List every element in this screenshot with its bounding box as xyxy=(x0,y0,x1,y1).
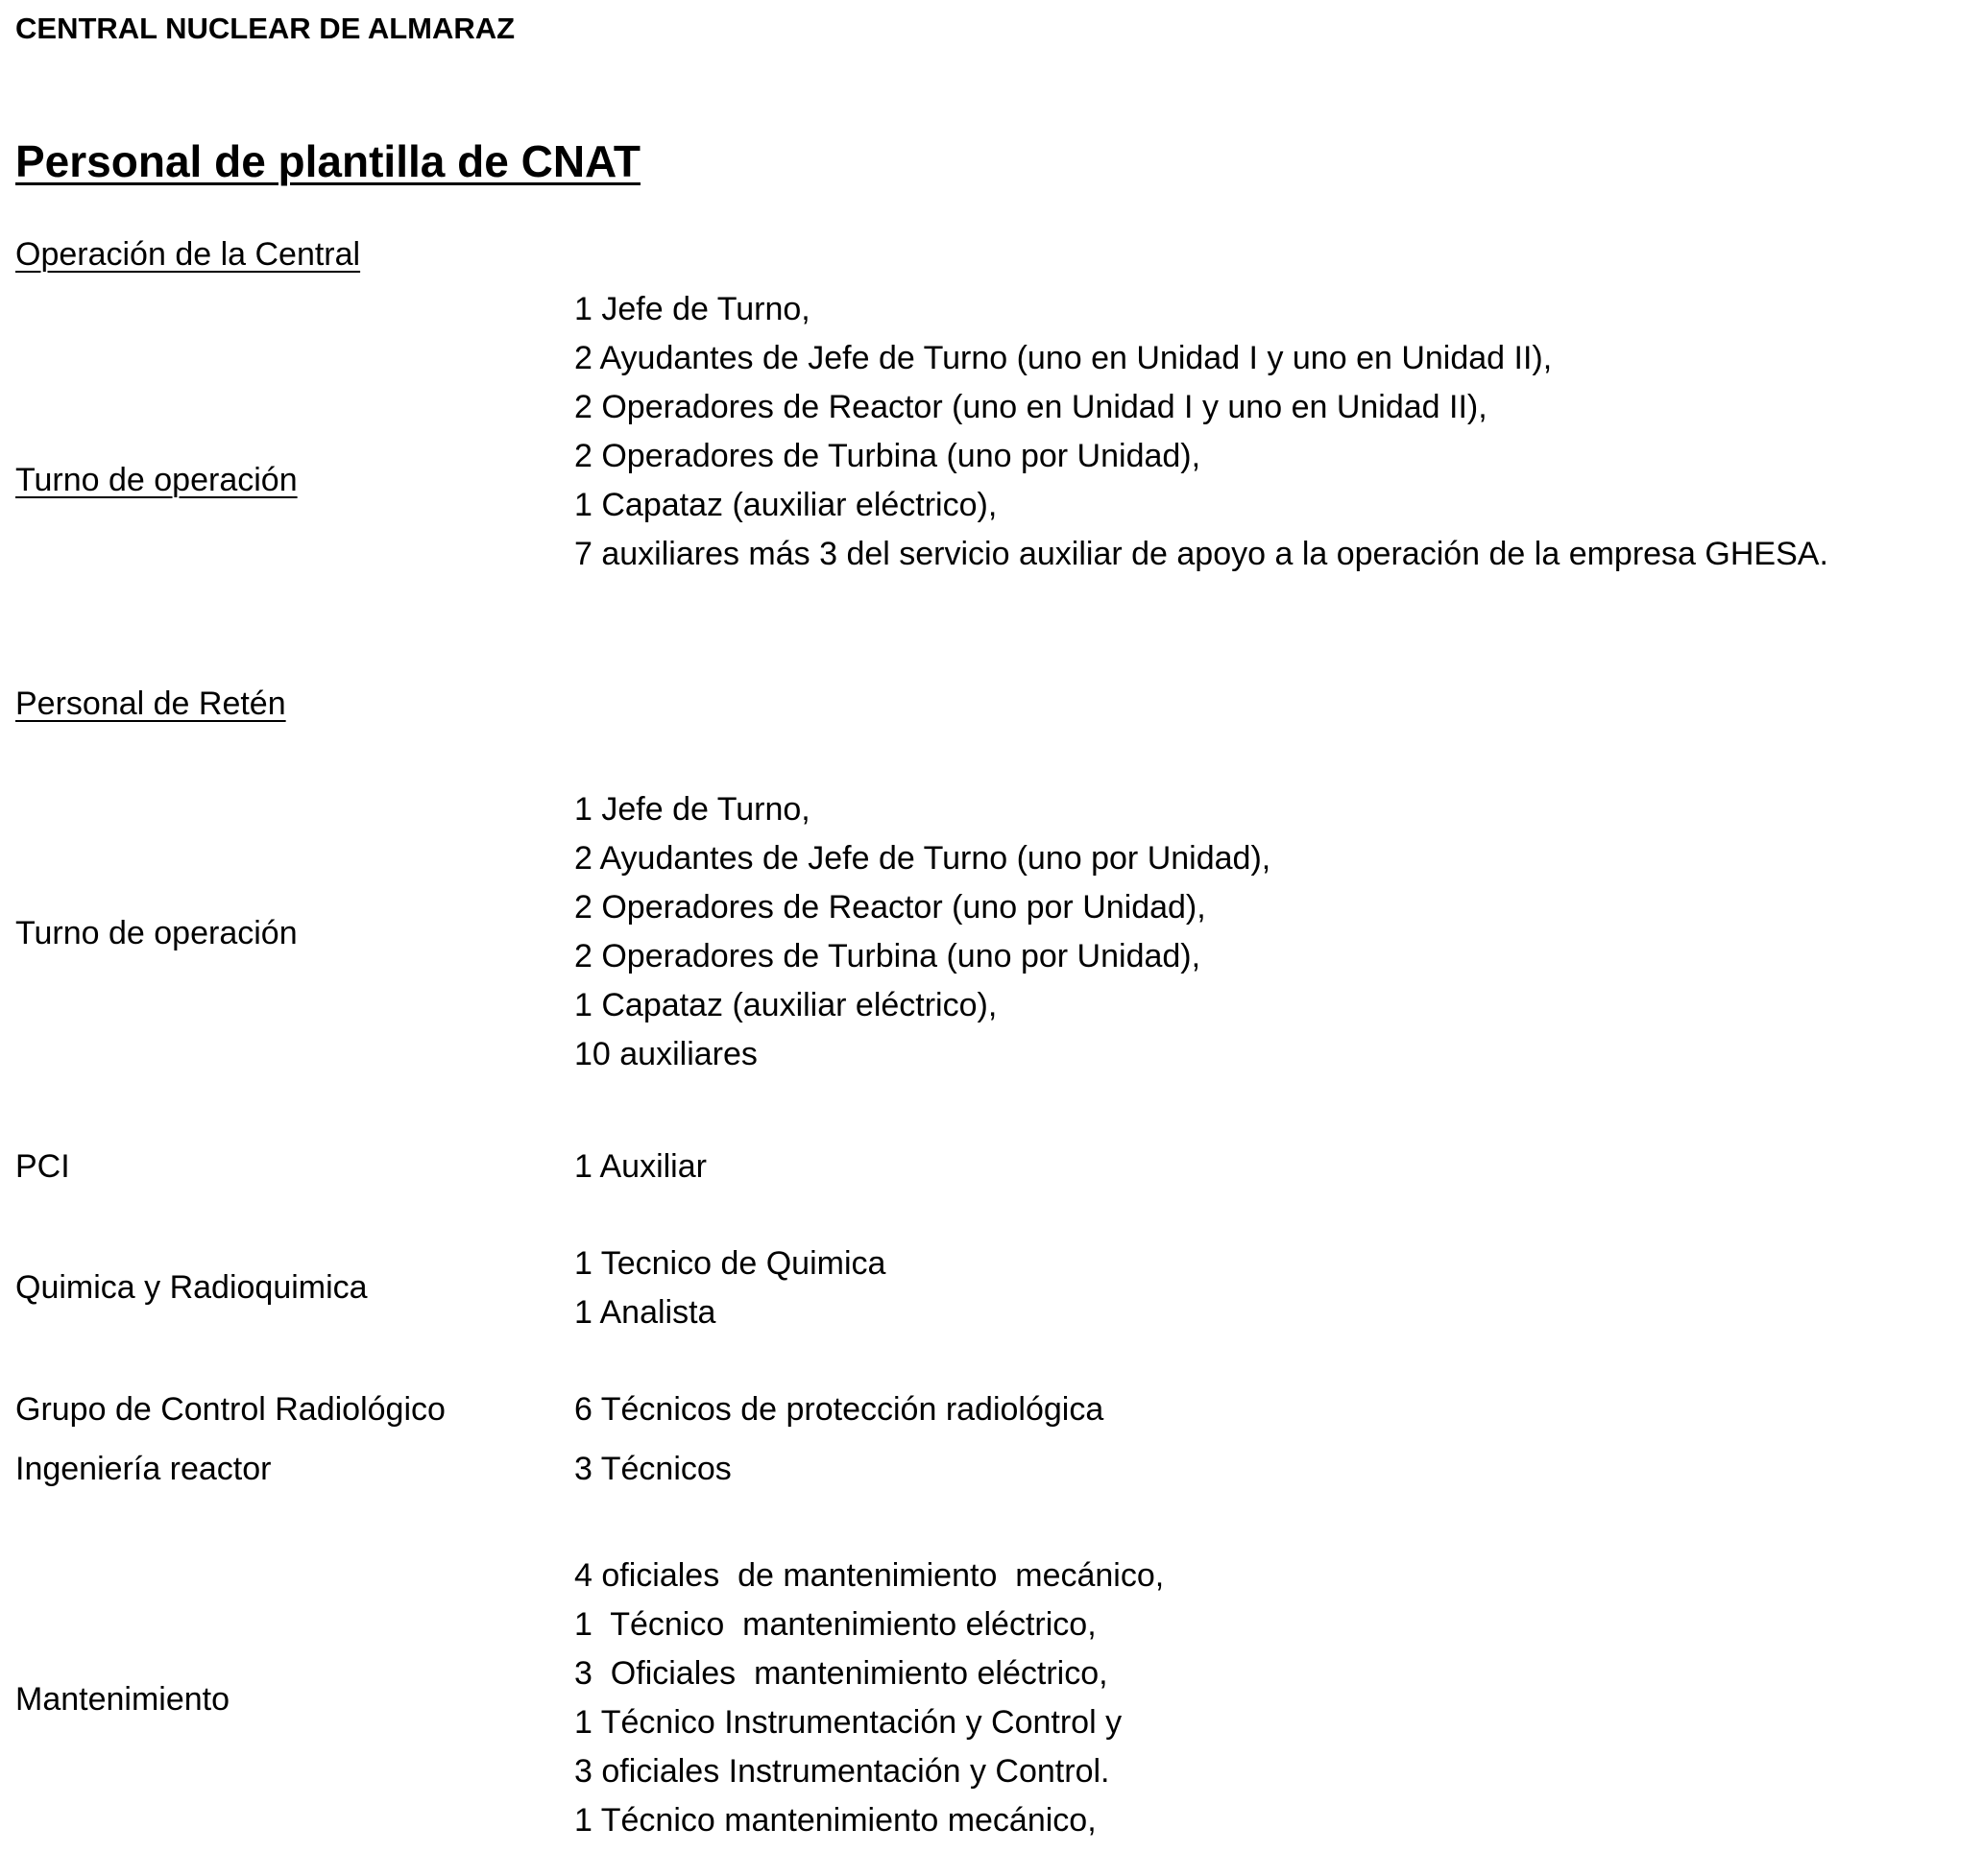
list-item: 10 auxiliares xyxy=(574,1036,758,1072)
document-title: CENTRAL NUCLEAR DE ALMARAZ xyxy=(15,12,516,45)
list-item: 1 Técnico Instrumentación y Control y xyxy=(574,1704,1123,1741)
control-radiologico-label: Grupo de Control Radiológico xyxy=(15,1391,446,1428)
list-item: 1 Auxiliar xyxy=(574,1148,707,1185)
list-item: 4 oficiales de mantenimiento mecánico, xyxy=(574,1557,1165,1594)
reten-turno-label: Turno de operación xyxy=(15,915,298,951)
list-item: 2 Operadores de Reactor (uno por Unidad), xyxy=(574,889,1206,926)
list-item: 2 Operadores de Reactor (uno en Unidad I y uno en Unidad II), xyxy=(574,389,1487,425)
list-item: 3 Oficiales mantenimiento eléctrico, xyxy=(574,1655,1108,1692)
pci-label: PCI xyxy=(15,1148,70,1185)
section-reten-label: Personal de Retén xyxy=(15,685,286,722)
pci-list xyxy=(574,1142,707,1191)
list-item: 6 Técnicos de protección radiológica xyxy=(574,1391,1104,1428)
quimica-label: Quimica y Radioquimica xyxy=(15,1269,368,1306)
list-item: 1 Jefe de Turno, xyxy=(574,291,810,327)
ingenieria-label: Ingeniería reactor xyxy=(15,1451,272,1487)
operacion-turno-label: Turno de operación xyxy=(15,462,298,498)
reten-turno-list xyxy=(574,785,1270,1079)
list-item: 3 oficiales Instrumentación y Control. xyxy=(574,1753,1110,1790)
section-operacion-label: Operación de la Central xyxy=(15,236,361,273)
list-item: 2 Operadores de Turbina (uno por Unidad), xyxy=(574,938,1201,974)
quimica-list xyxy=(574,1239,885,1337)
list-item: 1 Jefe de Turno, xyxy=(574,791,810,828)
list-item: 1 Tecnico de Quimica xyxy=(574,1245,886,1282)
list-item: 2 Ayudantes de Jefe de Turno (uno en Unidad I y uno en Unidad II), xyxy=(574,340,1553,376)
list-item: 1 Capataz (auxiliar eléctrico), xyxy=(574,987,998,1023)
page-heading: Personal de plantilla de CNAT xyxy=(15,136,641,186)
list-item: 1 Capataz (auxiliar eléctrico), xyxy=(574,487,998,523)
list-item: 1 Técnico mantenimiento mecánico, xyxy=(574,1802,1097,1839)
list-item: 1 Técnico mantenimiento eléctrico, xyxy=(574,1606,1097,1643)
mantenimiento-list xyxy=(574,1551,1164,1845)
list-item: 3 Técnicos xyxy=(574,1451,732,1487)
list-item: 1 Analista xyxy=(574,1294,716,1331)
mantenimiento-label: Mantenimiento xyxy=(15,1681,230,1718)
ingenieria-list xyxy=(574,1445,732,1494)
list-item: 7 auxiliares más 3 del servicio auxiliar de apoyo a la operación de la empresa GHESA. xyxy=(574,536,1828,572)
list-item: 2 Ayudantes de Jefe de Turno (uno por Unidad), xyxy=(574,840,1271,877)
list-item: 2 Operadores de Turbina (uno por Unidad), xyxy=(574,438,1201,474)
control-radiologico-list xyxy=(574,1385,1103,1434)
operacion-turno-list xyxy=(574,285,1828,579)
